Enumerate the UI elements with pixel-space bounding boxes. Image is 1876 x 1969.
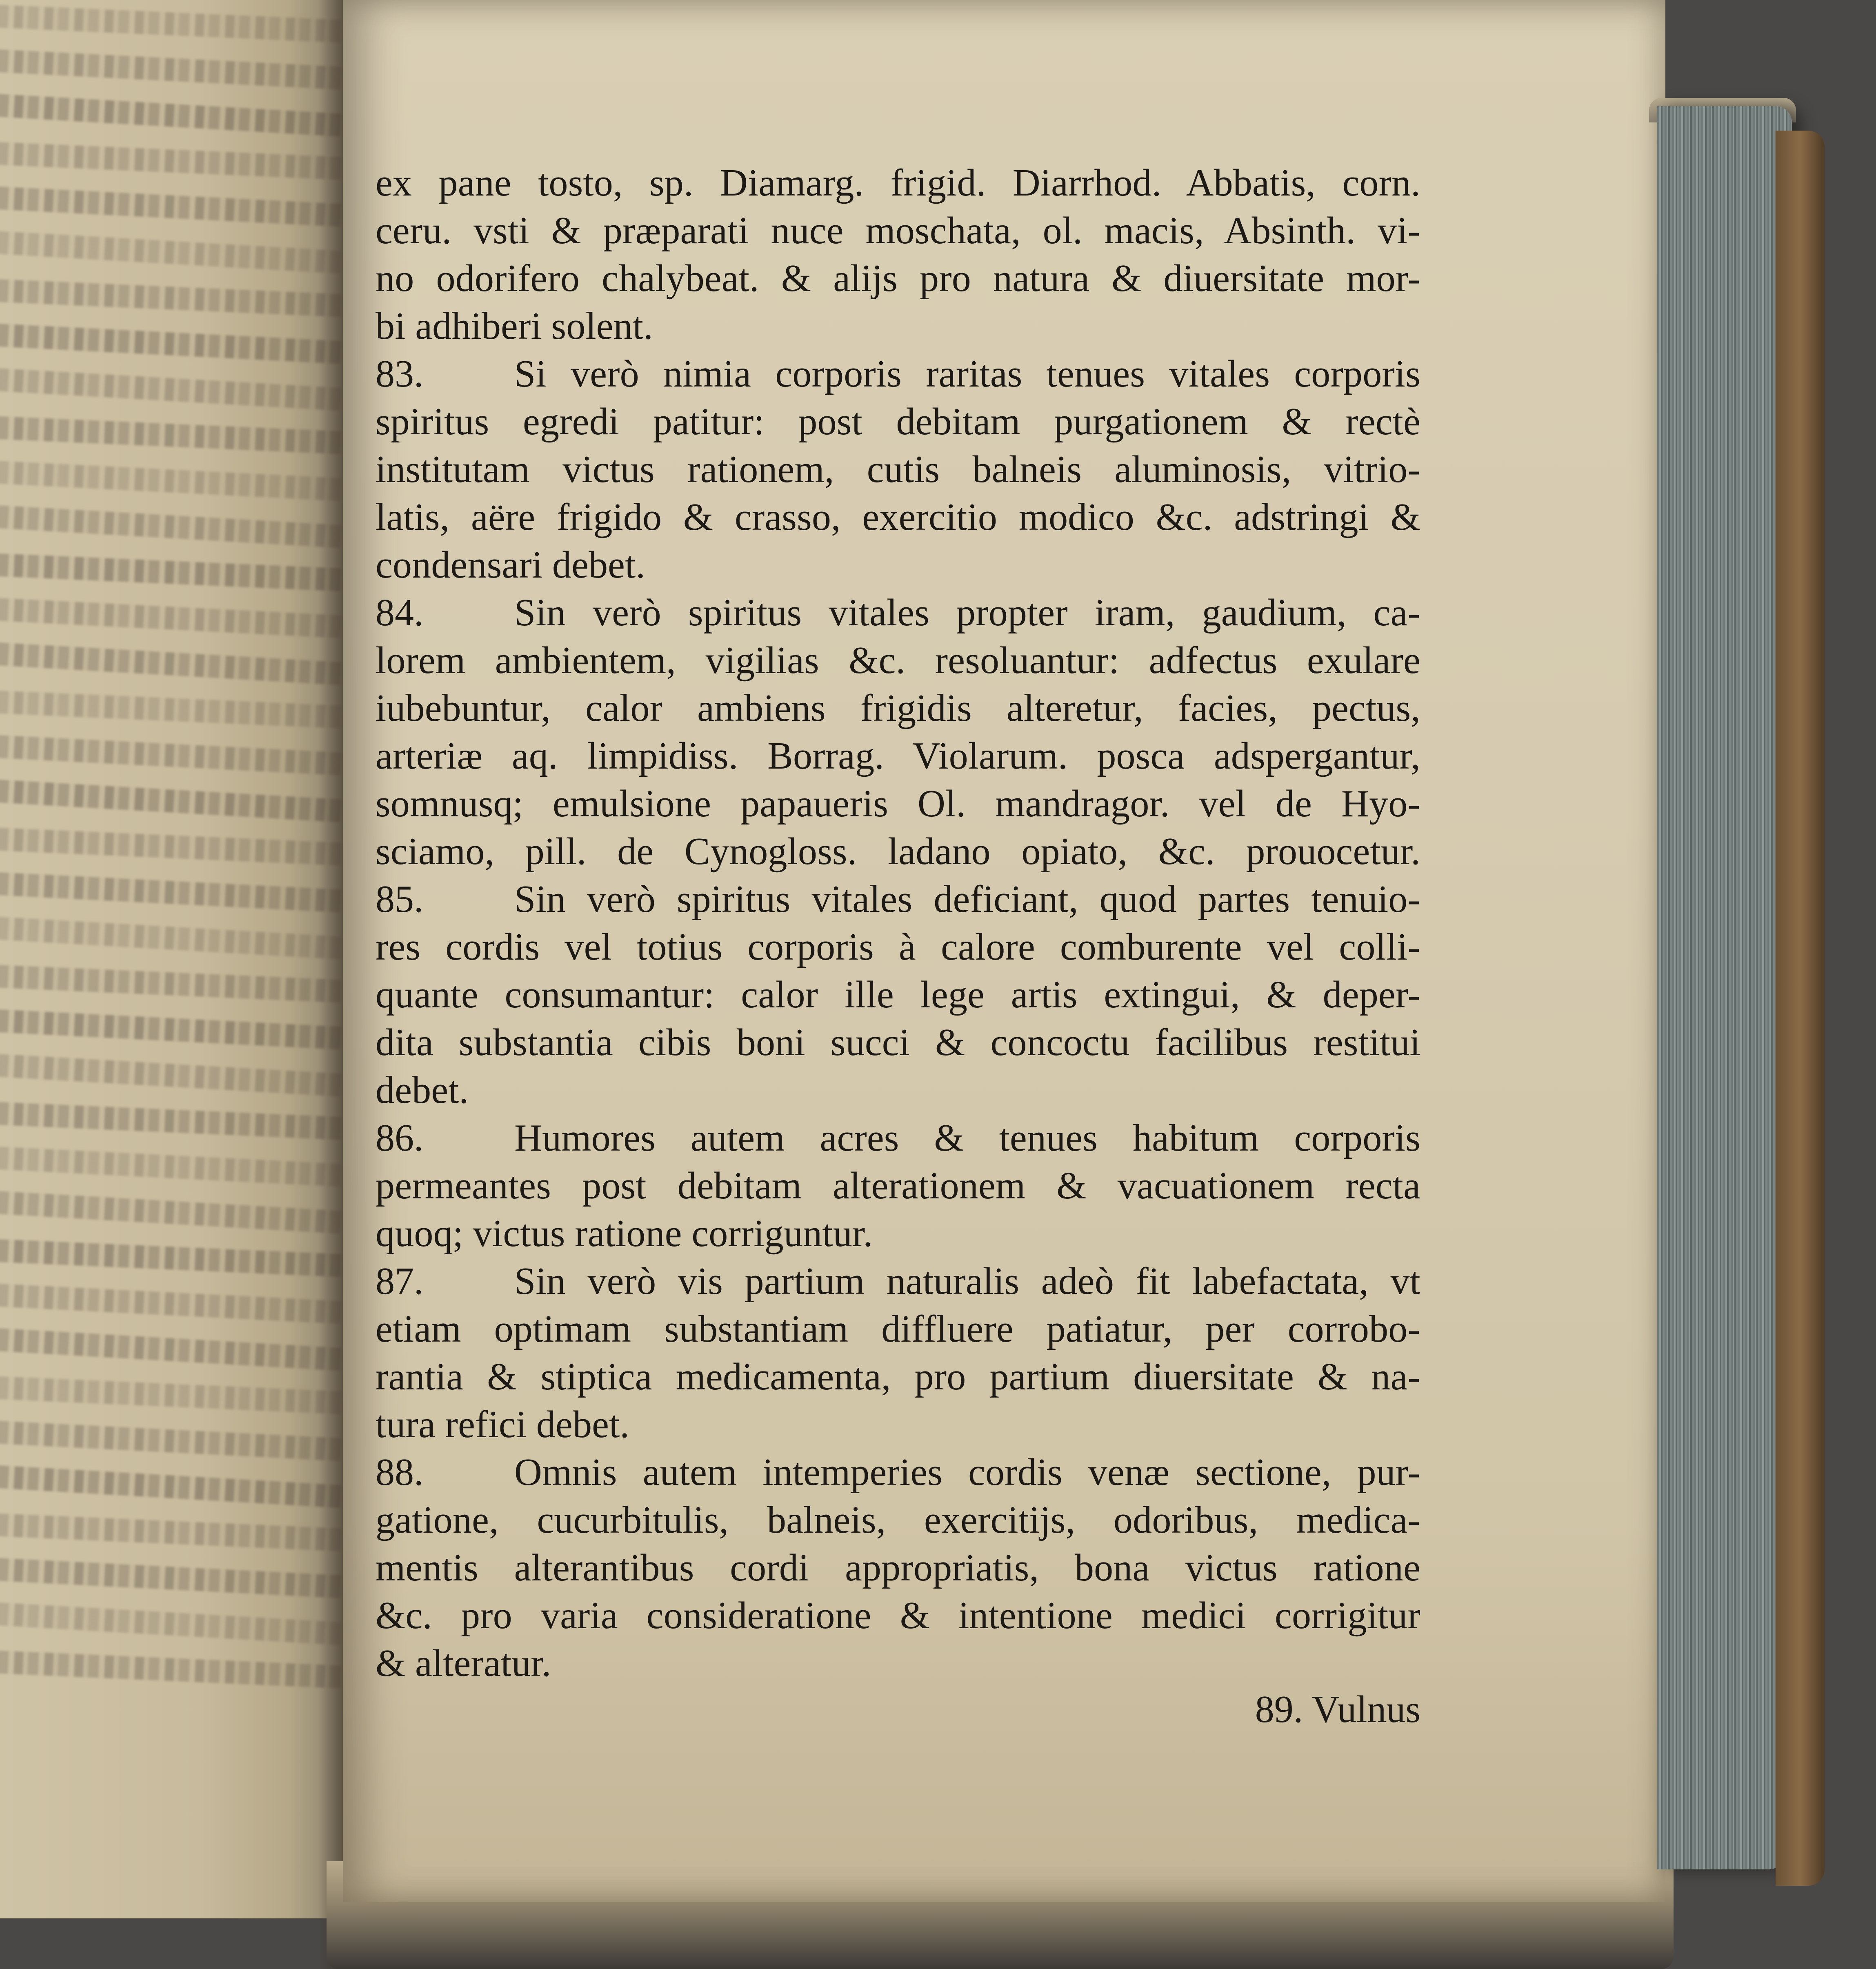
text-line: Humores autem acres & tenues habitum corporis <box>514 1117 1420 1159</box>
text-line: permeantes post debitam alterationem & vacuationem recta <box>376 1165 1420 1207</box>
text-line: & alteratur. <box>376 1642 551 1685</box>
text-line: condensari debet. <box>376 544 646 586</box>
text-line: bi adhiberi solent. <box>376 305 653 347</box>
text-line: debet. <box>376 1069 469 1111</box>
text-line: no odorifero chalybeat. & alijs pro natura & diuersitate mor- <box>376 257 1420 300</box>
text-line: tura refici debet. <box>376 1403 630 1446</box>
paragraph-number: 88. <box>376 1451 424 1493</box>
text-line: Omnis autem intemperies cordis venæ sectione, pur- <box>514 1451 1420 1493</box>
text-line: Sin verò vis partium naturalis adeò fit labefactata, vt <box>514 1260 1420 1302</box>
text-line: Si verò nimia corporis raritas tenues vitales corporis <box>514 353 1420 395</box>
text-line: sciamo, pill. de Cynogloss. ladano opiato, &c. prouocetur. <box>376 830 1420 873</box>
text-line: &c. pro varia consideratione & intentione medici corrigitur <box>376 1594 1420 1637</box>
text-line: iubebuntur, calor ambiens frigidis alteretur, facies, pectus, <box>376 687 1420 729</box>
text-line: ceru. vsti & præparati nuce moschata, ol. macis, Absinth. vi- <box>376 209 1420 252</box>
text-line: spiritus egredi patitur: post debitam purgationem & rectè <box>376 400 1420 443</box>
text-line: ex pane tosto, sp. Diamarg. frigid. Diarrhod. Abbatis, corn. <box>376 162 1420 204</box>
paragraph-number: 87. <box>376 1260 424 1302</box>
paragraph-number: 86. <box>376 1117 424 1159</box>
text-line: arteriæ aq. limpidiss. Borrag. Violarum. posca adspergantur, <box>376 735 1420 777</box>
text-line: etiam optimam substantiam diffluere patiatur, per corrobo- <box>376 1308 1420 1350</box>
text-line: rantia & stiptica medicamenta, pro partium diuersitate & na- <box>376 1356 1420 1398</box>
text-line: lorem ambientem, vigilias &c. resoluantur: adfectus exulare <box>376 639 1420 682</box>
text-line: somnusq; emulsione papaueris Ol. mandragor. vel de Hyo- <box>376 782 1420 825</box>
text-line: latis, aëre frigido & crasso, exercitio modico &c. adstringi & <box>376 496 1420 538</box>
paragraph-number: 83. <box>376 353 424 395</box>
text-line: Sin verò spiritus vitales propter iram, gaudium, ca- <box>514 591 1420 634</box>
text-line: res cordis vel totius corporis à calore comburente vel colli- <box>376 926 1420 968</box>
text-line: institutam victus rationem, cutis balneis aluminosis, vitrio- <box>376 448 1420 491</box>
paragraph-number: 84. <box>376 591 424 634</box>
text-line: Sin verò spiritus vitales deficiant, quod partes tenuio- <box>514 878 1420 920</box>
text-line: dita substantia cibis boni succi & concoctu facilibus restitui <box>376 1021 1420 1064</box>
text-line: mentis alterantibus cordi appropriatis, bona victus ratione <box>376 1547 1420 1589</box>
text-line: quoq; victus ratione corriguntur. <box>376 1212 873 1255</box>
text-line: quante consumantur: calor ille lege artis extingui, & deper- <box>376 973 1420 1016</box>
text-line: gatione, cucurbitulis, balneis, exercitijs, odoribus, medica- <box>376 1499 1420 1541</box>
catchword: 89. Vulnus <box>1255 1688 1420 1731</box>
paragraph-number: 85. <box>376 878 424 920</box>
